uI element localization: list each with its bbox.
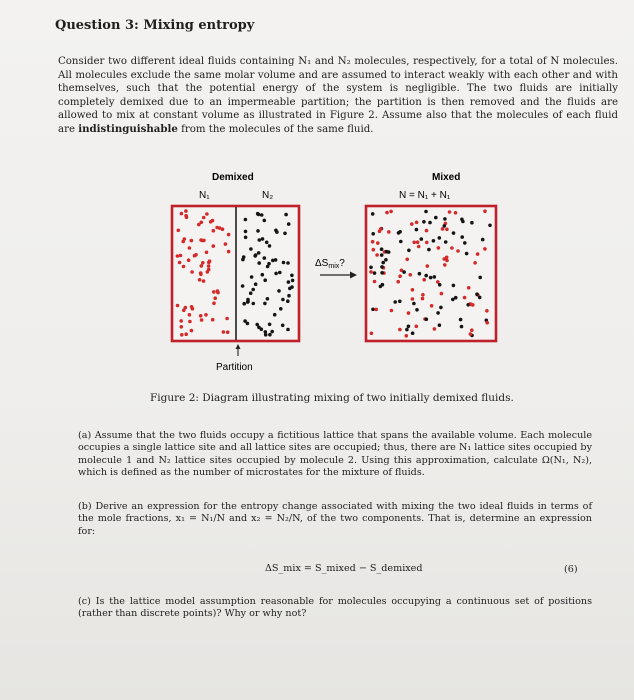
molecule-dot (178, 261, 182, 265)
molecule-dot (256, 229, 260, 233)
molecule-dot (287, 222, 291, 226)
mixed-label: Mixed (432, 172, 461, 183)
intro-text-end: from the molecules of the same fluid. (181, 123, 374, 135)
molecule-dot (456, 249, 460, 253)
molecule-dot (428, 221, 432, 225)
molecule-dot (224, 242, 228, 246)
molecule-dot (398, 230, 402, 234)
molecule-dot (469, 332, 473, 336)
molecule-dot (418, 272, 422, 276)
molecule-dot (261, 237, 265, 241)
molecule-dot (420, 237, 424, 241)
molecule-dot (410, 222, 414, 226)
molecule-dot (277, 289, 281, 293)
molecule-dot (180, 333, 184, 337)
entropy-equation: ΔS_mix = S_mixed − S_demixed (265, 563, 423, 574)
molecule-dot (385, 211, 389, 215)
molecule-dot (412, 241, 416, 245)
molecule-dot (199, 271, 203, 275)
molecule-dot (187, 258, 191, 262)
molecule-dot (452, 284, 456, 288)
molecule-dot (454, 296, 458, 300)
molecule-dot (225, 317, 229, 321)
molecule-dot (226, 330, 230, 334)
molecule-dot (201, 261, 205, 265)
molecule-dot (429, 276, 433, 280)
part-b-text: (b) Derive an expression for the entropy change associated with mixing the two ideal fluids in terms of the mole fractions, x₁ = N₁/N and x₂ = N₂/N, of the two components. That is, determine an expression for: (78, 501, 592, 537)
molecule-dot (416, 240, 420, 244)
molecule-dot (454, 211, 458, 215)
molecule-dot (251, 288, 255, 292)
molecule-dot (438, 236, 442, 240)
mixed-formula: N = N₁ + N₁ (399, 190, 451, 201)
molecule-dot (469, 303, 473, 307)
molecule-dot (227, 233, 231, 237)
molecule-dot (263, 278, 267, 282)
molecule-dot (443, 217, 447, 221)
molecule-dot (273, 313, 277, 317)
molecule-dot (460, 235, 464, 239)
molecule-dot (263, 219, 267, 223)
n2-label: N₂ (262, 190, 274, 201)
molecule-dot (179, 319, 183, 323)
molecule-dot (439, 306, 443, 310)
molecule-dot (485, 309, 489, 313)
molecule-dot (390, 309, 394, 313)
molecule-dot (405, 258, 409, 262)
molecule-dot (200, 264, 204, 268)
molecule-dot (212, 290, 216, 294)
molecule-dot (200, 318, 204, 322)
molecule-dot (216, 289, 220, 293)
molecule-dot (188, 246, 192, 250)
molecule-dot (424, 274, 428, 278)
molecule-dot (184, 209, 188, 213)
molecule-dot (282, 261, 286, 265)
molecule-dot (202, 279, 206, 283)
molecule-dot (218, 226, 222, 230)
molecule-dot (407, 249, 411, 253)
molecule-dot (271, 259, 275, 263)
molecule-dot (258, 238, 262, 242)
molecule-dot (246, 322, 250, 326)
molecule-dot (424, 210, 428, 214)
molecule-dot (427, 248, 431, 252)
molecule-dot (470, 328, 474, 332)
molecule-dot (291, 279, 295, 283)
molecule-dot (290, 274, 294, 278)
molecule-dot (265, 241, 269, 245)
molecule-dot (433, 327, 437, 331)
molecule-dot (440, 292, 444, 296)
molecule-dot (470, 221, 474, 225)
molecule-dot (290, 285, 294, 289)
molecule-dot (183, 237, 187, 241)
molecule-dot (254, 253, 258, 257)
molecule-dot (461, 220, 465, 224)
molecule-dot (421, 293, 425, 297)
molecule-dot (241, 258, 245, 262)
molecule-dot (190, 270, 194, 274)
molecule-dot (405, 334, 409, 338)
molecule-dot (426, 264, 430, 268)
molecule-dot (422, 220, 426, 224)
molecule-dot (375, 253, 379, 257)
molecule-dot (463, 296, 467, 300)
molecule-dot (197, 223, 201, 227)
molecule-dot (261, 273, 265, 277)
molecule-dot (373, 271, 377, 275)
molecule-dot (488, 224, 492, 228)
molecule-dot (242, 302, 246, 306)
molecule-dot (411, 288, 415, 292)
molecule-dot (415, 308, 419, 312)
molecule-dot (184, 332, 188, 336)
molecule-dot (244, 236, 248, 240)
molecule-dot (369, 266, 373, 270)
molecule-dot (244, 230, 248, 234)
molecule-dot (182, 308, 186, 312)
molecule-dot (387, 230, 391, 234)
molecule-dot (425, 241, 429, 245)
molecule-dot (415, 325, 419, 329)
demixed-label: Demixed (212, 172, 254, 183)
molecule-dot (176, 304, 180, 308)
molecule-dot (371, 240, 375, 244)
molecule-dot (250, 275, 254, 279)
molecule-dot (433, 275, 437, 279)
molecule-dot (485, 321, 489, 325)
molecule-dot (252, 302, 256, 306)
molecule-dot (205, 212, 209, 216)
molecule-dot (376, 241, 380, 245)
molecule-dot (190, 329, 194, 333)
molecule-dot (275, 230, 279, 234)
molecule-dot (205, 251, 209, 255)
molecule-dot (398, 328, 402, 332)
molecule-dot (402, 270, 406, 274)
molecule-dot (378, 229, 382, 233)
molecule-dot (443, 224, 447, 228)
part-a-text: (a) Assume that the two fluids occupy a fictitious lattice that spans the available volume. Each molecule occupies a single lattice site and all lattice sites are occupied; thus, there are N₁ lattice sites occupied by molecule 1 and N₂ lattice sites occupied by molecule 2. Using this approximation, calculate Ω(N₁, N₂), which is defined as the number of microstates for the mixture of fluids. (78, 430, 592, 479)
molecule-dot (268, 244, 272, 248)
molecule-dot (266, 297, 270, 301)
molecule-dot (257, 251, 261, 255)
molecule-dot (278, 271, 282, 275)
molecule-dot (438, 323, 442, 327)
molecule-dot (213, 296, 217, 300)
molecule-dot (463, 241, 467, 245)
molecule-dot (381, 261, 385, 265)
molecule-dot (407, 311, 411, 315)
partition-label: Partition (216, 362, 253, 373)
molecule-dot (380, 247, 384, 251)
molecule-dot (284, 213, 288, 217)
molecule-dot (241, 284, 245, 288)
molecule-dot (264, 333, 268, 337)
molecule-dot (371, 212, 375, 216)
molecule-dot (483, 247, 487, 251)
molecule-dot (204, 313, 208, 317)
molecule-dot (396, 280, 400, 284)
molecule-dot (475, 292, 479, 296)
molecule-dot (180, 212, 184, 216)
molecule-dot (443, 263, 447, 267)
molecule-dot (279, 307, 283, 311)
molecule-dot (371, 308, 375, 312)
molecule-dot (188, 313, 192, 317)
molecule-dot (249, 247, 253, 251)
molecule-dot (274, 272, 278, 276)
molecule-dot (208, 259, 212, 263)
molecule-dot (182, 265, 186, 269)
molecule-dot (286, 328, 290, 332)
molecule-dot (389, 210, 393, 214)
molecule-dot (179, 254, 183, 258)
molecule-dot (372, 248, 376, 252)
molecule-dot (190, 305, 194, 309)
molecule-dot (421, 297, 425, 301)
molecule-dot (283, 232, 287, 236)
molecule-dot (450, 246, 454, 250)
molecule-dot (436, 311, 440, 315)
molecule-dot (437, 246, 441, 250)
molecule-dot (445, 259, 449, 263)
molecule-dot (198, 278, 202, 282)
molecule-dot (448, 210, 452, 214)
molecule-dot (441, 227, 445, 231)
molecule-dot (201, 239, 205, 243)
molecule-dot (422, 278, 426, 282)
molecule-dot (481, 238, 485, 242)
molecule-dot (380, 253, 384, 257)
molecule-dot (190, 239, 194, 243)
molecule-dot (177, 229, 181, 233)
molecule-dot (211, 318, 215, 322)
molecule-dot (287, 294, 291, 298)
molecule-dot (266, 265, 270, 269)
molecule-dot (281, 298, 285, 302)
molecule-dot (473, 261, 477, 265)
molecule-dot (374, 308, 378, 312)
molecule-dot (202, 216, 206, 220)
molecule-dot (415, 221, 419, 225)
molecule-dot (268, 323, 272, 327)
molecule-dot (193, 254, 197, 258)
molecule-dot (380, 265, 384, 269)
molecule-dot (227, 250, 231, 254)
molecule-dot (207, 268, 211, 272)
molecule-dot (281, 324, 285, 328)
molecule-dot (255, 323, 259, 327)
molecule-dot (209, 220, 213, 224)
intro-bold-term: indistinguishable (78, 122, 178, 135)
molecule-dot (249, 291, 253, 295)
molecule-dot (263, 302, 267, 306)
molecule-dot (478, 296, 482, 300)
molecule-dot (207, 264, 211, 268)
part-c-text: (c) Is the lattice model assumption reasonable for molecules occupying a continuous set of positions (rather than discrete points)? Why or why not? (78, 596, 592, 620)
molecule-dot (180, 325, 184, 329)
molecule-dot (286, 299, 290, 303)
molecule-dot (212, 301, 216, 305)
molecule-dot (405, 328, 409, 332)
molecule-dot (370, 332, 374, 336)
molecule-dot (286, 261, 290, 265)
molecule-dot (268, 333, 272, 337)
molecule-dot (411, 331, 415, 335)
molecule-dot (478, 276, 482, 280)
molecule-dot (246, 298, 250, 302)
equation-marks: (6) (564, 564, 578, 575)
molecule-dot (399, 240, 403, 244)
molecule-dot (176, 254, 180, 258)
partition-pointer-head (236, 344, 241, 349)
molecule-dot (222, 330, 226, 334)
molecule-dot (257, 213, 261, 217)
molecule-dot (199, 314, 203, 318)
molecule-dot (380, 271, 384, 275)
molecule-dot (263, 256, 267, 260)
molecule-dot (476, 252, 480, 256)
molecule-dot (445, 255, 449, 259)
molecule-dot (445, 228, 449, 232)
molecule-dot (398, 300, 402, 304)
molecule-dot (444, 240, 448, 244)
molecule-dot (212, 244, 216, 248)
molecule-dot (287, 280, 291, 284)
molecule-dot (459, 318, 463, 322)
intro-text: Consider two different ideal fluids containing N₁ and N₂ molecules, respectively, for a total of N molecules. All molecules exclude the same molar volume and are assumed to interact weakly with each other and with themselves, such that the potential energy of the system is negligible. The two fluids are initially completely demixed due to an impermeable partition; the partition is then removed and the fluids are allowed to mix at constant volume as illustrated in Figure 2. Assume also that the molecules of each fluid are (58, 56, 618, 135)
molecule-dot (412, 302, 416, 306)
mixing-arrowhead (350, 272, 357, 279)
molecule-dot (415, 228, 419, 232)
molecule-dot (257, 261, 261, 265)
molecule-dot (452, 231, 456, 235)
molecule-dot (467, 286, 471, 290)
molecule-dot (465, 252, 469, 256)
molecule-dot (460, 325, 464, 329)
molecule-dot (434, 216, 438, 220)
molecule-dot (371, 232, 375, 236)
molecule-dot (425, 317, 429, 321)
molecule-dot (432, 239, 436, 243)
molecule-dot (184, 214, 188, 218)
entropy-change-label: $\Delta S_{mix}$? (315, 258, 345, 270)
question-title: Question 3: Mixing entropy (55, 18, 255, 33)
molecule-dot (373, 280, 377, 284)
molecule-dot (438, 283, 442, 287)
n1-label: N₁ (199, 190, 210, 201)
molecule-dot (407, 325, 411, 329)
molecule-dot (425, 229, 429, 233)
figure-caption: Figure 2: Diagram illustrating mixing of two initially demixed fluids. (150, 392, 514, 404)
molecule-dot (244, 218, 248, 222)
molecule-dot (430, 304, 434, 308)
molecule-dot (411, 297, 415, 301)
molecule-dot (393, 300, 397, 304)
molecule-dot (398, 274, 402, 278)
molecule-dot (409, 273, 413, 277)
molecule-dot (379, 285, 383, 289)
molecule-dot (188, 320, 192, 324)
molecule-dot (260, 213, 264, 217)
molecule-dot (260, 327, 264, 331)
molecule-dot (254, 282, 258, 286)
molecule-dot (384, 258, 388, 262)
molecule-dot (417, 245, 421, 249)
molecule-dot (385, 250, 389, 254)
molecule-dot (483, 209, 487, 213)
molecule-dot (270, 330, 274, 334)
molecule-dot (212, 229, 216, 233)
molecule-dot (369, 270, 373, 274)
